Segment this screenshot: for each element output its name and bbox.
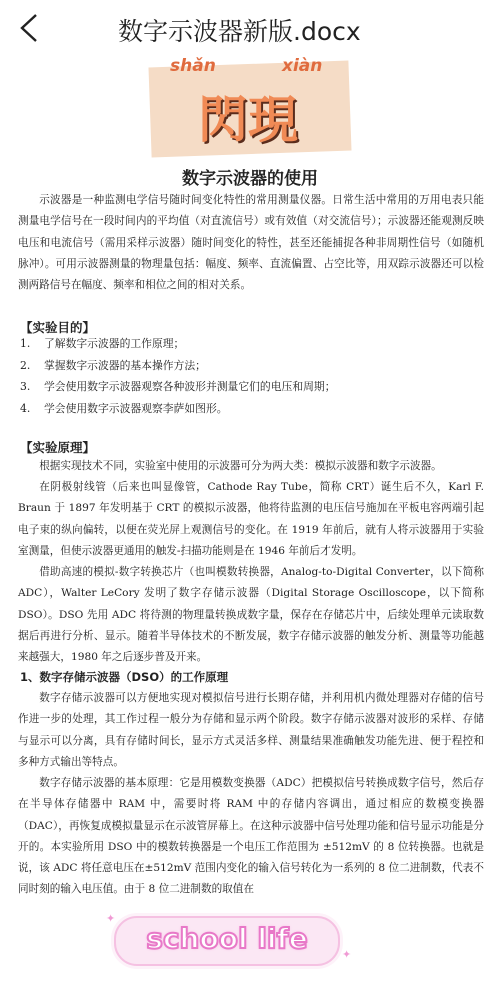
section-1-paragraph-2: 数字存储示波器的基本原理：它是用模数变换器（ADC）把模拟信号转换成数字信号，然后存在半导体存储器中 RAM 中，需要时将 RAM 中的存储内容调出，通过相应的数模变换器（DAC），再恢复成模拟量显示在示波管屏幕上。在这种示波器中信号处理功能和信号显示功能是分开的。本实验所用 DSO 中的模数转换器是一个电压工作范围为 ±512mV 的 8 位转换器。也就是说，该 ADC 将任意电压在±512mV 范围内变化的输入信号转化为一系列的 8 位二进制数，代表不同时刻的输入电压值。由于 8 位二进制数的取值在 — [18, 777, 484, 896]
intro-paragraph: 示波器是一种监测电学信号随时间变化特性的常用测量仪器。日常生活中常用的万用电表只能测量电学信号在一段时间内的平均值（对直流信号）或有效值（对交流信号）；示波器还能观测反映电压和电流信号（需用采样示波器）随时间变化的特性，甚至还能捕捉各种非周期性信号（如随机脉冲）。可用示波器测量的物理量包括：幅度、频率、直流偏置、占空比等，用双踪示波器还可以检测两路信号在幅度、频率和相位之间的相对关系。 — [18, 194, 484, 292]
doc-heading: 数字示波器的使用 — [182, 169, 318, 189]
principle-paragraph-1: 根据实现技术不同，实验室中使用的示波器可分为两大类：模拟示波器和数字示波器。 — [39, 460, 442, 472]
sparkle-icon: ✦ — [106, 912, 116, 925]
sparkle-icon: ✦ — [342, 948, 352, 961]
list-item: 3. 学会使用数字示波器观察各种波形并测量它们的电压和周期； — [20, 380, 336, 393]
principle-heading: 【实验原理】 — [20, 440, 96, 455]
section-1-paragraph-1: 数字存储示波器可以方便地实现对模拟信号进行长期存储，并利用机内微处理器对存储的信号作进一步的处理，其工作过程一般分为存储和显示两个阶段。数字存储示波器对波形的采样、存储与显示可以分离，具有存储时间长，显示方式灵活多样、测量结果准确触发功能先进、便于程控和多种方式输出等特点。 — [18, 692, 484, 768]
purpose-heading: 【实验目的】 — [20, 320, 96, 335]
badge-text: school life — [146, 922, 308, 955]
list-item: 2. 掌握数字示波器的基本操作方法； — [20, 358, 206, 372]
shanxian-sticker — [150, 56, 350, 160]
sticker-pinyin-shan: shǎn — [170, 56, 216, 76]
purpose-list — [20, 333, 480, 419]
back-arrow-icon[interactable] — [14, 12, 44, 44]
principle-paragraph-2: 在阴极射线管（后来也叫显像管，Cathode Ray Tube，简称 CRT）诞生后不久，Karl F. Braun 于 1897 年发明基于 CRT 的模拟示波器，他将待监测的电压信号施加在平板电容两端引起电子束的纵向偏转，以便在荧光屏上观测信号的变化。在 1919 年前后，就有人将示波器用于实验室测量，但使示波器更通用的触发-扫描功能则是在 1946 年前后才发明。 — [18, 481, 484, 557]
school-life-badge — [106, 912, 352, 966]
section-1-heading: 1、数字存储示波器（DSO）的工作原理 — [20, 670, 229, 684]
sticker-pinyin-xian: xiàn — [282, 56, 323, 76]
principle-paragraph-3: 借助高速的模拟-数字转换芯片（也叫模数转换器，Analog-to-Digital Converter，以下简称 ADC），Walter LeCory 发明了数字存储示波器（Digital Storage Oscilloscope，以下简称 DSO）。DSO 先用 ADC 将待测的物理量转换成数字量，保存在存储芯片中，后续处理单元读取数据后再进行分析、显示。随着半导体技术的不断发展，数字存储示波器的触发分析、测量等功能越来越强大，1980 年之后逐步普及开来。 — [18, 566, 484, 664]
top-bar — [0, 0, 500, 56]
list-item: 1. 了解数字示波器的工作原理； — [20, 337, 185, 350]
sticker-text: 閃現 — [198, 91, 298, 149]
document-title-bar: 数字示波器新版.docx — [118, 17, 361, 46]
list-item: 4. 学会使用数字示波器观察李萨如图形。 — [20, 401, 228, 415]
